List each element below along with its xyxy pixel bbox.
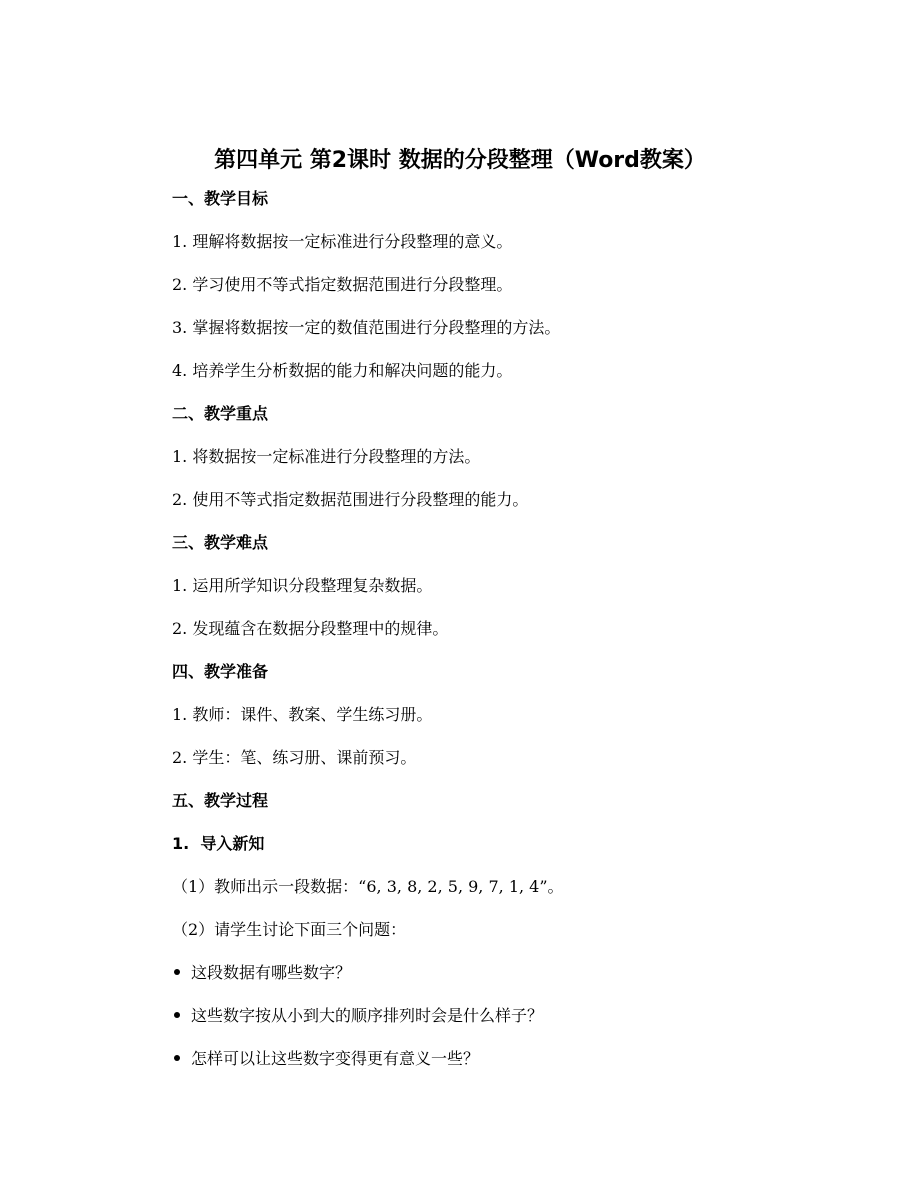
section-heading-difficulties: 三、教学难点 <box>172 533 269 552</box>
section-heading-key-points: 二、教学重点 <box>172 404 269 423</box>
bullet-text: 这段数据有哪些数字？ <box>191 963 352 982</box>
preparation-item: 2. 学生：笔、练习册、课前预习。 <box>172 748 417 767</box>
section-heading-objectives: 一、教学目标 <box>172 189 269 208</box>
bullet-text: 这些数字按从小到大的顺序排列时会是什么样子？ <box>191 1006 544 1025</box>
bullet-icon <box>174 1012 180 1018</box>
preparation-item: 1. 教师：课件、教案、学生练习册。 <box>172 705 433 724</box>
key-point-item: 1. 将数据按一定标准进行分段整理的方法。 <box>172 447 481 466</box>
bullet-text: 怎样可以让这些数字变得更有意义一些？ <box>191 1049 480 1068</box>
bullet-item <box>172 1005 543 1027</box>
bullet-icon <box>174 969 180 975</box>
key-point-item: 2. 使用不等式指定数据范围进行分段整理的能力。 <box>172 490 529 509</box>
objective-item: 1. 理解将数据按一定标准进行分段整理的意义。 <box>172 232 513 251</box>
bullet-item <box>172 1048 479 1070</box>
difficulty-item: 1. 运用所学知识分段整理复杂数据。 <box>172 576 433 595</box>
section-heading-process: 五、教学过程 <box>172 791 269 810</box>
section-heading-preparation: 四、教学准备 <box>172 662 269 681</box>
subheading-introduction: 1. 导入新知 <box>172 834 265 853</box>
difficulty-item: 2. 发现蕴含在数据分段整理中的规律。 <box>172 619 449 638</box>
bullet-item <box>172 962 351 984</box>
objective-item: 2. 学习使用不等式指定数据范围进行分段整理。 <box>172 275 513 294</box>
objective-item: 4. 培养学生分析数据的能力和解决问题的能力。 <box>172 361 513 380</box>
bullet-icon <box>174 1055 180 1061</box>
document-title: 第四单元 第2课时 数据的分段整理（Word教案） <box>214 148 706 173</box>
process-step: （1）教师出示一段数据：“6, 3, 8, 2, 5, 9, 7, 1, 4”。 <box>172 877 564 896</box>
process-step: （2）请学生讨论下面三个问题： <box>172 920 407 939</box>
objective-item: 3. 掌握将数据按一定的数值范围进行分段整理的方法。 <box>172 318 561 337</box>
